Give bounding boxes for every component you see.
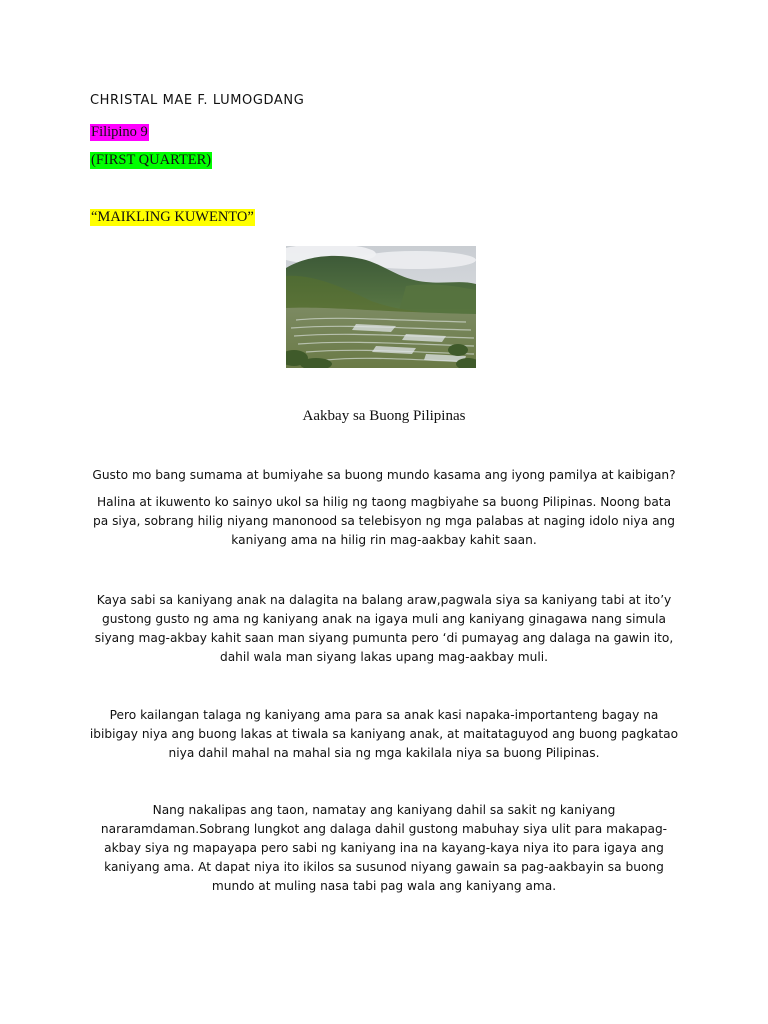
- story-paragraph: Halina at ikuwento ko sainyo ukol sa hilig ng taong magbiyahe sa buong Pilipinas. Noong bata pa siya, sobrang hilig niyang manonood sa telebisyon ng mga palabas at naging idolo niya ang kaniyang ama na hilig rin mag-aakbay kahit saan.: [92, 495, 675, 547]
- story-paragraph: Kaya sabi sa kaniyang anak na dalagita na balang araw,pagwala siya sa kaniyang tabi at ito’y gustong gusto ng ama ng kaniyang anak na igaya muli ang kaniyang ginagawa nang simula siyang mag-akbay kahit saan man siyang pumunta pero ‘di pumayag ang dalaga na gawin ito, dahil wala man siyang lakas upang mag-aakbay muli.: [94, 593, 674, 664]
- author-name: CHRISTAL MAE F. LUMOGDANG: [90, 93, 305, 108]
- genre-label: “MAIKLING KUWENTO”: [91, 209, 254, 225]
- quarter-label: (FIRST QUARTER): [91, 152, 212, 168]
- rice-terraces-photo: [286, 246, 476, 368]
- story-paragraph: Pero kailangan talaga ng kaniyang ama para sa anak kasi napaka-importanteng bagay na ibibigay niya ang buong lakas at tiwala sa kaniyang anak, at maitataguyod ang buong pagkatao niya dahil mahal na mahal sia ng mga kakilala niya sa buong Pilipinas.: [89, 708, 679, 760]
- subject-label: Filipino 9: [91, 124, 148, 140]
- story-title: Aakbay sa Buong Pilipinas: [302, 408, 466, 424]
- story-paragraph: Gusto mo bang sumama at bumiyahe sa buong mundo kasama ang iyong pamilya at kaibigan?: [92, 468, 676, 482]
- story-paragraph: Nang nakalipas ang taon, namatay ang kaniyang dahil sa sakit ng kaniyang nararamdaman.Sobrang lungkot ang dalaga dahil gustong mabuhay siya ulit para makapag-akbay siya ng mapayapa pero sabi ng kaniyang ina na kayang-kaya niya ito para igaya ang kaniyang ama. At dapat niya ito ikilos sa susunod niyang gawain sa pag-aakbayin sa buong mundo at muling nasa tabi pag wala ang kaniyang ama.: [100, 803, 668, 893]
